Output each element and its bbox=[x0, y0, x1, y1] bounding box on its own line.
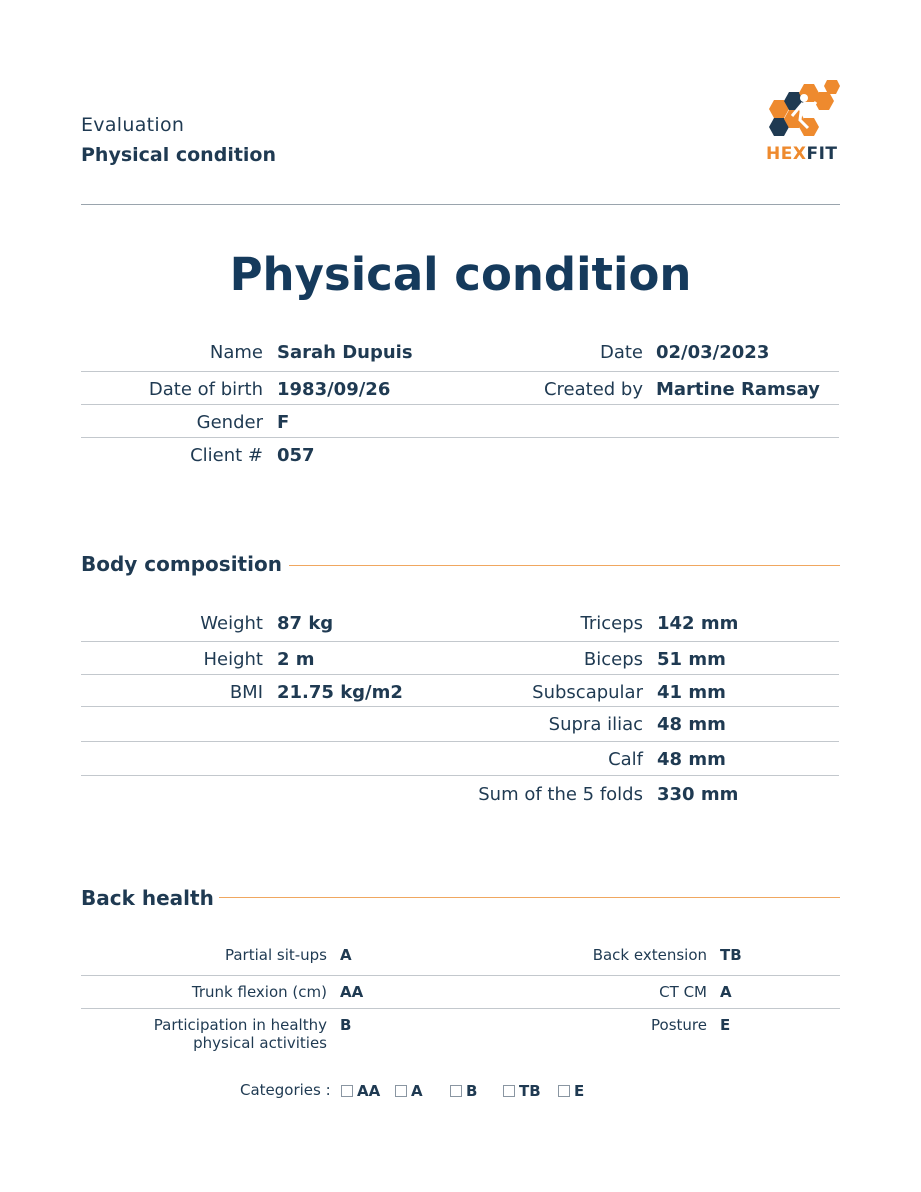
biceps-value: 51 mm bbox=[657, 649, 726, 670]
triceps-value: 142 mm bbox=[657, 613, 739, 634]
dob-value: 1983/09/26 bbox=[277, 379, 391, 400]
supra-iliac-label: Supra iliac bbox=[548, 714, 643, 735]
weight-label: Weight bbox=[200, 613, 263, 634]
row-divider bbox=[81, 775, 839, 776]
ct-cm-value: A bbox=[720, 983, 732, 1001]
trunk-flexion-value: AA bbox=[340, 983, 364, 1001]
subscapular-label: Subscapular bbox=[532, 682, 643, 703]
back-health-title: Back health bbox=[81, 886, 214, 910]
created-by-value: Martine Ramsay bbox=[656, 379, 820, 400]
height-label: Height bbox=[203, 649, 263, 670]
page-title: Physical condition bbox=[229, 248, 692, 301]
row-divider bbox=[81, 975, 840, 976]
category-b-text: B bbox=[466, 1082, 478, 1100]
name-label: Name bbox=[209, 342, 263, 363]
partial-situps-value: A bbox=[340, 946, 352, 964]
category-a-text: A bbox=[411, 1082, 423, 1100]
ct-cm-label: CT CM bbox=[659, 983, 707, 1001]
section-divider bbox=[219, 897, 840, 898]
sum-folds-value: 330 mm bbox=[657, 784, 739, 805]
category-e[interactable] bbox=[558, 1082, 584, 1100]
category-aa-text: AA bbox=[357, 1082, 381, 1100]
bmi-label: BMI bbox=[229, 682, 263, 703]
gender-label: Gender bbox=[196, 412, 263, 433]
sum-folds-label: Sum of the 5 folds bbox=[478, 784, 643, 805]
row-divider bbox=[81, 437, 839, 438]
supra-iliac-value: 48 mm bbox=[657, 714, 726, 735]
body-composition-title: Body composition bbox=[81, 552, 282, 576]
back-extension-value: TB bbox=[720, 946, 742, 964]
posture-value: E bbox=[720, 1016, 731, 1034]
name-value: Sarah Dupuis bbox=[277, 342, 413, 363]
categories-label: Categories : bbox=[240, 1081, 331, 1099]
participation-label bbox=[154, 1016, 327, 1052]
partial-situps-label: Partial sit-ups bbox=[224, 946, 327, 964]
logo-hex-text: HEX bbox=[766, 144, 807, 164]
created-by-label: Created by bbox=[543, 379, 643, 400]
gender-value: F bbox=[277, 412, 290, 433]
triceps-label: Triceps bbox=[580, 613, 643, 634]
calf-value: 48 mm bbox=[657, 749, 726, 770]
participation-label-line1: Participation in healthy bbox=[153, 1016, 327, 1034]
category-tb-text: TB bbox=[519, 1082, 541, 1100]
checkbox-icon[interactable] bbox=[450, 1085, 462, 1097]
posture-label: Posture bbox=[651, 1016, 707, 1034]
checkbox-icon[interactable] bbox=[503, 1085, 515, 1097]
date-value: 02/03/2023 bbox=[656, 342, 770, 363]
date-label: Date bbox=[599, 342, 643, 363]
header-subtitle: Physical condition bbox=[81, 144, 277, 166]
category-b[interactable] bbox=[450, 1082, 477, 1100]
calf-label: Calf bbox=[608, 749, 643, 770]
checkbox-icon[interactable] bbox=[558, 1085, 570, 1097]
back-extension-label: Back extension bbox=[592, 946, 707, 964]
biceps-label: Biceps bbox=[583, 649, 643, 670]
client-no-label: Client # bbox=[190, 445, 263, 466]
subscapular-value: 41 mm bbox=[657, 682, 726, 703]
row-divider bbox=[81, 741, 839, 742]
row-divider bbox=[81, 1008, 840, 1009]
header-divider bbox=[81, 204, 840, 205]
section-divider bbox=[289, 565, 840, 566]
category-aa[interactable] bbox=[341, 1082, 380, 1100]
logo-wordmark bbox=[766, 144, 838, 164]
row-divider bbox=[81, 404, 839, 405]
row-divider bbox=[81, 674, 839, 675]
height-value: 2 m bbox=[277, 649, 315, 670]
row-divider bbox=[81, 371, 839, 372]
header-section: Evaluation bbox=[81, 114, 185, 136]
checkbox-icon[interactable] bbox=[341, 1085, 353, 1097]
bmi-value: 21.75 kg/m2 bbox=[277, 682, 403, 703]
row-divider bbox=[81, 706, 839, 707]
participation-label-line2: physical activities bbox=[193, 1034, 327, 1052]
hexfit-logo bbox=[756, 80, 846, 166]
logo-fit-text: FIT bbox=[806, 144, 838, 164]
weight-value: 87 kg bbox=[277, 613, 334, 634]
row-divider bbox=[81, 641, 839, 642]
participation-value: B bbox=[340, 1016, 352, 1034]
client-no-value: 057 bbox=[277, 445, 315, 466]
checkbox-icon[interactable] bbox=[395, 1085, 407, 1097]
hexagon-logo-icon bbox=[756, 80, 846, 144]
dob-label: Date of birth bbox=[148, 379, 263, 400]
category-a[interactable] bbox=[395, 1082, 423, 1100]
category-tb[interactable] bbox=[503, 1082, 541, 1100]
category-e-text: E bbox=[574, 1082, 585, 1100]
trunk-flexion-label: Trunk flexion (cm) bbox=[191, 983, 327, 1001]
